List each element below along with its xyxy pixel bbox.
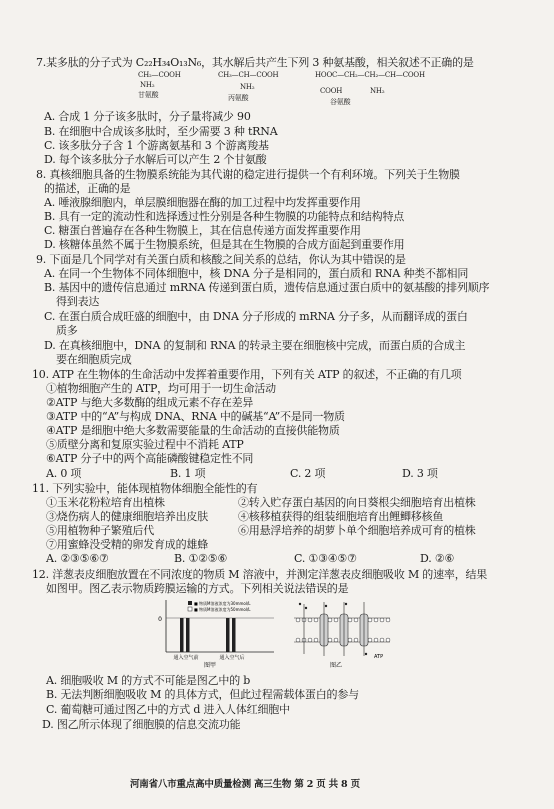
q9-stem: 9. 下面是几个同学对有关蛋白质和核酸之间关系的总结，你认为其中错误的是 <box>36 253 406 266</box>
q9-option-b-line1: B. 基因中的遗传信息通过 mRNA 传递到蛋白质，遗传信息通过蛋白质中的氨基酸的排列顺序 <box>44 281 490 294</box>
q12-stem-line2: 如图甲。图乙表示物质跨膜运输的方式。下列相关说法错误的是 <box>46 582 349 595</box>
q8-option-b: B. 具有一定的流动性和选择透过性分别是各种生物膜的功能特点和结构特点 <box>44 210 405 223</box>
figure-jia-bar-chart <box>150 596 280 670</box>
q9-option-c-line2: 质多 <box>56 324 78 337</box>
q10-statement-2: ②ATP 与绝大多数酶的组成元素不存在差异 <box>46 396 254 409</box>
fig1-bar-before-30 <box>180 618 184 652</box>
glycine-name: 甘氨酸 <box>138 91 159 99</box>
q10-option-a: A. 0 项 <box>46 467 82 480</box>
q7-option-d: D. 每个该多肽分子水解后可以产生 2 个甘氨酸 <box>44 153 267 166</box>
q10-statement-4: ④ATP 是细胞中绝大多数需要能量的生命活动的直接供能物质 <box>46 424 340 437</box>
fig1-caption: 图甲 <box>203 662 217 669</box>
fig1-x-label-before: 通入空气前 <box>173 655 199 661</box>
q11-stem: 11. 下列实验中，能体现植物体细胞全能性的有 <box>32 482 258 495</box>
q9-option-d-line2: 要在细胞质完成 <box>56 353 132 366</box>
q11-option-a: A. ②③⑤⑥⑦ <box>46 552 109 565</box>
glutamate-cooh: COOH <box>320 87 343 95</box>
page-footer: 河南省八市重点高中质量检测 高三生物 第 2 页 共 8 页 <box>130 779 360 790</box>
q10-statement-6: ⑥ATP 分子中的两个高能磷酸键稳定性不同 <box>46 452 254 465</box>
fig1-legend-1: ■ 物质M溶液浓度为30mmol/L <box>194 601 251 606</box>
q10-statement-5: ⑤质壁分离和复原实验过程中不消耗 ATP <box>46 438 244 451</box>
glutamate-name: 谷氨酸 <box>330 98 351 106</box>
q7-option-b: B. 在细胞中合成该多肽时，至少需要 3 种 tRNA <box>44 125 278 138</box>
q11-statement-5: ⑤用植物种子繁殖后代 <box>46 524 154 537</box>
q10-stem: 10. ATP 在生物体的生命活动中发挥着重要作用，下列有关 ATP 的叙述，不正确的有几项 <box>32 368 462 381</box>
q8-option-d: D. 核糖体虽然不属于生物膜系统，但是其在生物膜的合成方面起到重要作用 <box>44 238 405 251</box>
q9-option-a: A. 在同一个生物体不同体细胞中，核 DNA 分子是相同的，蛋白质和 RNA 种类不都相同 <box>44 267 469 280</box>
q12-option-b: B. 无法判断细胞吸收 M 的具体方式，但此过程需载体蛋白的参与 <box>46 688 359 701</box>
alanine-nh2: NH₂ <box>240 83 255 91</box>
q7-option-c: C. 该多肽分子含 1 个游离氨基和 3 个游离羧基 <box>44 139 269 152</box>
q11-statement-1: ①玉米花粉粒培育出植株 <box>46 496 165 509</box>
fig1-bar-after-30 <box>226 618 230 652</box>
q9-option-b-line2: 得到表达 <box>56 295 100 308</box>
q7-option-a: A. 合成 1 分子该多肽时，分子量将减少 90 <box>44 110 251 123</box>
q10-statement-3: ③ATP 中的“A”与构成 DNA、RNA 中的碱基“A”不是同一物质 <box>46 410 345 423</box>
q12-option-c: C. 葡萄糖可通过图乙中的方式 d 进入人体红细胞中 <box>46 703 290 716</box>
fig1-axis-label: 0 <box>158 616 162 623</box>
glutamate-formula: HOOC—CH₂—CH₂—CH—COOH <box>315 71 425 79</box>
fig1-bar-after-50 <box>232 618 236 652</box>
q7-stem: 7.某多肽的分子式为 C₂₂H₃₄O₁₃N₆，其水解后共产生下列 3 种氨基酸，相关叙述不正确的是 <box>36 56 474 69</box>
q8-option-c: C. 糖蛋白普遍存在各种生物膜上，其在信息传递方面发挥重要作用 <box>44 224 361 237</box>
q12-option-a: A. 细胞吸收 M 的方式不可能是图乙中的 b <box>46 674 251 687</box>
alanine-formula: CH₃—CH—COOH <box>218 71 279 79</box>
q11-statement-6: ⑥用悬浮培养的胡萝卜单个细胞培养成可育的植株 <box>238 524 476 537</box>
fig1-x-label-after: 通入空气后 <box>219 655 245 661</box>
glycine-nh2: NH₂ <box>140 81 155 89</box>
q12-option-d: D. 图乙所示体现了细胞膜的信息交流功能 <box>42 718 241 731</box>
alanine-name: 丙氨酸 <box>228 94 249 102</box>
q8-option-a: A. 唾液腺细胞内，单层膜细胞器在酶的加工过程中均发挥重要作用 <box>44 196 361 209</box>
q11-option-c: C. ①③④⑤⑦ <box>294 552 357 565</box>
fig1-bar-before-50 <box>186 618 190 652</box>
fig2-atp-label: ATP <box>374 654 384 660</box>
q11-option-d: D. ②⑥ <box>420 552 455 565</box>
q10-option-c: C. 2 项 <box>290 467 326 480</box>
q10-option-b: B. 1 项 <box>170 467 206 480</box>
q12-stem-line1: 12. 洋葱表皮细胞放置在不同浓度的物质 M 溶液中，并测定洋葱表皮细胞吸收 M 的速率，结果 <box>32 568 488 581</box>
fig2-caption: 图乙 <box>329 662 343 669</box>
q9-option-c-line1: C. 在蛋白质合成旺盛的细胞中，由 DNA 分子形成的 mRNA 分子多，从而翻译成的蛋白 <box>44 310 468 323</box>
figure-yi-membrane-transport <box>286 596 396 670</box>
q10-statement-1: ①植物细胞产生的 ATP，均可用于一切生命活动 <box>46 382 276 395</box>
q8-stem-line2: 的描述，正确的是 <box>44 182 131 195</box>
q9-option-d-line1: D. 在真核细胞中，DNA 的复制和 RNA 的转录主要在细胞核中完成，而蛋白质的合成主 <box>44 339 466 352</box>
q11-statement-7: ⑦用蜜蜂没受精的卵发育成的雄蜂 <box>46 538 208 551</box>
q11-statement-2: ②转入贮存蛋白基因的向日葵根尖细胞培育出植株 <box>238 496 476 509</box>
fig1-legend-2: ■ 物质M溶液浓度为50mmol/L <box>194 607 251 612</box>
q10-option-d: D. 3 项 <box>402 467 438 480</box>
q11-option-b: B. ①②⑤⑥ <box>174 552 228 565</box>
q8-stem-line1: 8. 真核细胞具备的生物膜系统能为其代谢的稳定进行提供一个有利环境。下列关于生物膜 <box>36 168 460 181</box>
glycine-formula: CH₂—COOH <box>138 71 181 79</box>
glutamate-nh2: NH₂ <box>370 87 385 95</box>
q11-statement-3: ③烧伤病人的健康细胞培养出皮肤 <box>46 510 208 523</box>
q11-statement-4: ④核移植获得的组装细胞培育出鲤鲫移核鱼 <box>238 510 444 523</box>
